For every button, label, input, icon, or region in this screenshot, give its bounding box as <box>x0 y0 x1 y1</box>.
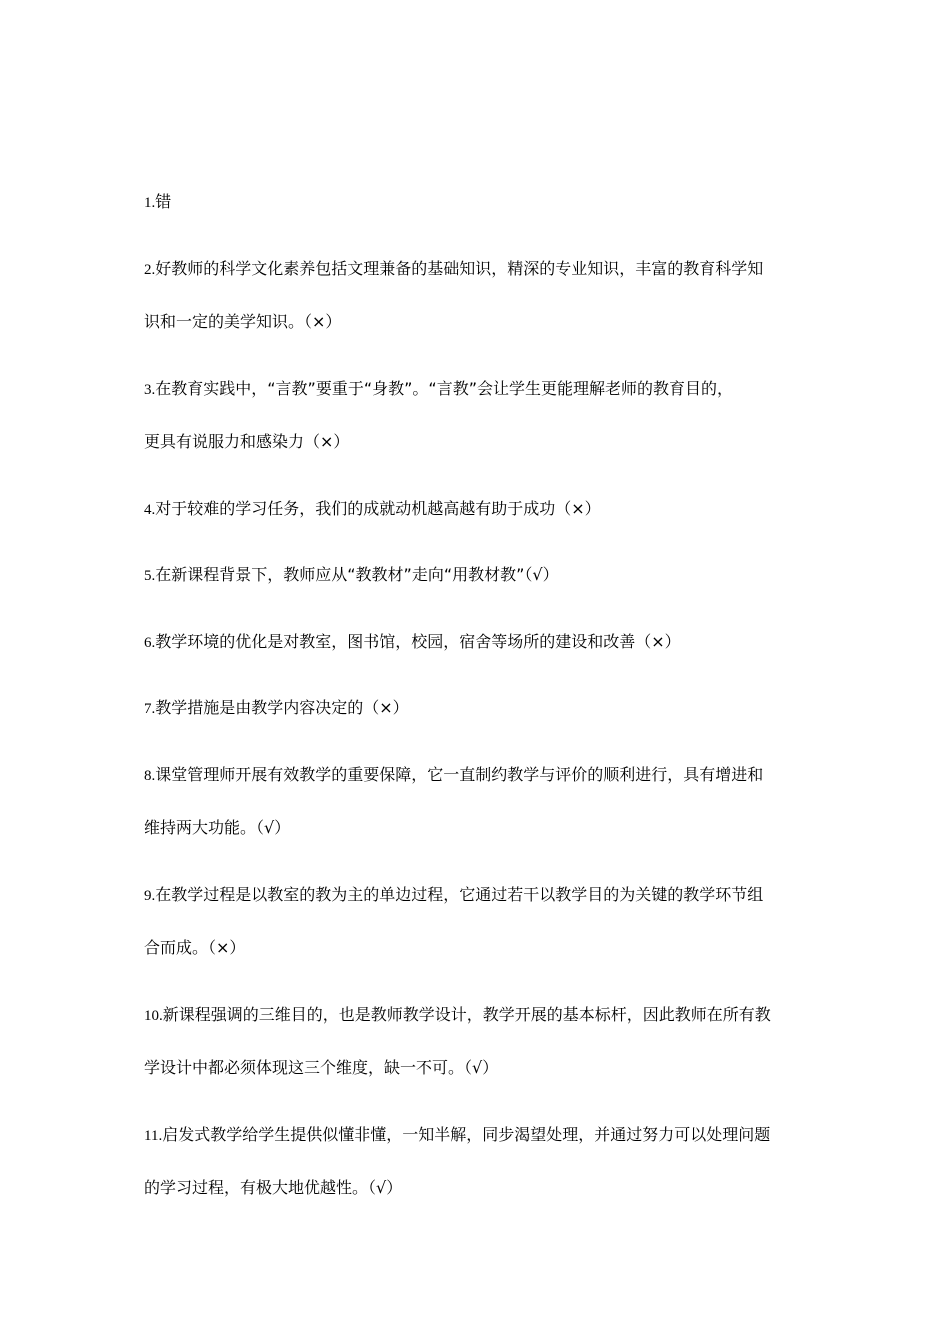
item-10-line-1 <box>144 1004 834 1027</box>
item-text: 教学环境的优化是对教室，图书馆，校园，宿舍等场所的建设和改善（×） <box>155 632 681 651</box>
item-11-line-2 <box>144 1177 834 1199</box>
item-text: 在教学过程是以教室的教为主的单边过程，它通过若干以教学目的为关键的教学环节组 <box>155 885 764 904</box>
item-text: 更具有说服力和感染力（×） <box>144 432 350 451</box>
item-text: 教学措施是由教学内容决定的（×） <box>155 698 409 717</box>
item-8-line-2 <box>144 817 834 839</box>
item-2-line-1 <box>144 258 834 281</box>
item-text: 的学习过程，有极大地优越性。（√） <box>144 1178 403 1197</box>
item-text: 对于较难的学习任务，我们的成就动机越高越有助于成功（×） <box>155 499 601 518</box>
item-2-line-2 <box>144 311 834 333</box>
item-number: 4. <box>144 502 156 518</box>
item-number: 7. <box>144 701 156 717</box>
item-9-line-1 <box>144 884 834 907</box>
item-text: 在新课程背景下，教师应从“教教材”走向“用教材教”（√） <box>155 565 559 584</box>
item-11-line-1 <box>144 1124 834 1147</box>
item-3-line-2 <box>144 431 834 453</box>
item-3-line-1 <box>144 378 834 401</box>
item-text: 合而成。（×） <box>144 938 246 957</box>
item-number: 9. <box>144 888 156 904</box>
item-9-line-2 <box>144 937 834 959</box>
item-text: 新课程强调的三维目的，也是教师教学设计，教学开展的基本标杆，因此教师在所有教 <box>162 1005 771 1024</box>
item-1-line-1 <box>144 191 834 214</box>
item-10-line-2 <box>144 1057 834 1079</box>
item-7-line-1 <box>144 697 834 720</box>
item-text: 在教育实践中，“言教”要重于“身教”。“言教”会让学生更能理解老师的教育目的， <box>155 379 733 398</box>
item-text: 学设计中都必须体现这三个维度，缺一不可。（√） <box>144 1058 499 1077</box>
item-number: 6. <box>144 635 156 651</box>
item-number: 1. <box>144 195 156 211</box>
item-text: 课堂管理师开展有效教学的重要保障，它一直制约教学与评价的顺利进行，具有增进和 <box>155 765 764 784</box>
item-number: 10. <box>144 1008 163 1024</box>
item-text: 错 <box>155 192 172 211</box>
item-number: 3. <box>144 382 156 398</box>
item-text: 识和一定的美学知识。（×） <box>144 312 342 331</box>
item-4-line-1 <box>144 498 834 521</box>
item-5-line-1 <box>144 564 834 587</box>
item-number: 5. <box>144 568 156 584</box>
item-8-line-1 <box>144 764 834 787</box>
item-6-line-1 <box>144 631 834 654</box>
item-text: 维持两大功能。（√） <box>144 818 291 837</box>
item-number: 2. <box>144 262 156 278</box>
item-number: 8. <box>144 768 156 784</box>
item-text: 好教师的科学文化素养包括文理兼备的基础知识，精深的专业知识，丰富的教育科学知 <box>155 259 764 278</box>
item-text: 启发式教学给学生提供似懂非懂，一知半解，同步渴望处理，并通过努力可以处理问题 <box>162 1125 771 1144</box>
item-number: 11. <box>144 1128 163 1144</box>
